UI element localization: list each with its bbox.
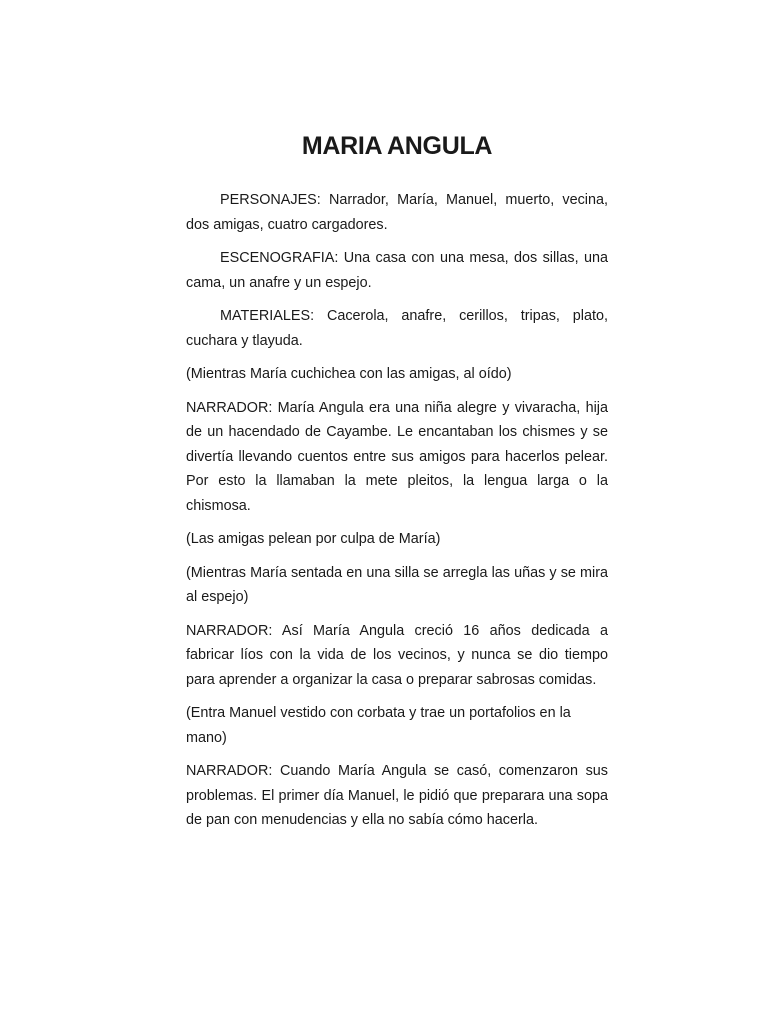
stage-direction: (Las amigas pelean por culpa de María) [186,531,441,547]
scenography-paragraph: ESCENOGRAFIA: Una casa con una mesa, dos sillas, una cama, un anafre y un espejo. [186,250,608,291]
narrator-paragraph: NARRADOR: Así María Angula creció 16 años dedicada a fabricar líos con la vida de los vecinos, y nunca se dio tiempo para aprender a organizar la casa o preparar sabrosas comidas. [186,622,608,688]
stage-direction: (Entra Manuel vestido con corbata y trae un portafolios en la mano) [186,705,571,746]
materials-paragraph: MATERIALES: Cacerola, anafre, cerillos, tripas, plato, cuchara y tlayuda. [186,308,608,349]
narrator-paragraph: NARRADOR: Cuando María Angula se casó, comenzaron sus problemas. El primer día Manuel, le pidió que preparara una sopa de pan con menudencias y ella no sabía cómo hacerla. [186,763,608,828]
narrator-paragraph: NARRADOR: María Angula era una niña alegre y vivaracha, hija de un hacendado de Cayambe. Le encantaban los chismes y se divertía llevando cuentos entre sus amigos para hacerlos pelear. Por esto la llamaban la mete pleitos, la lengua larga o la chismosa. [186,399,608,514]
document-page [186,128,608,842]
characters-paragraph: PERSONAJES: Narrador, María, Manuel, muerto, vecina, dos amigas, cuatro cargadores. [186,192,608,233]
document-title: MARIA ANGULA [301,132,493,160]
stage-direction: (Mientras María cuchichea con las amigas, al oído) [186,366,512,382]
stage-direction: (Mientras María sentada en una silla se arregla las uñas y se mira al espejo) [186,564,608,605]
